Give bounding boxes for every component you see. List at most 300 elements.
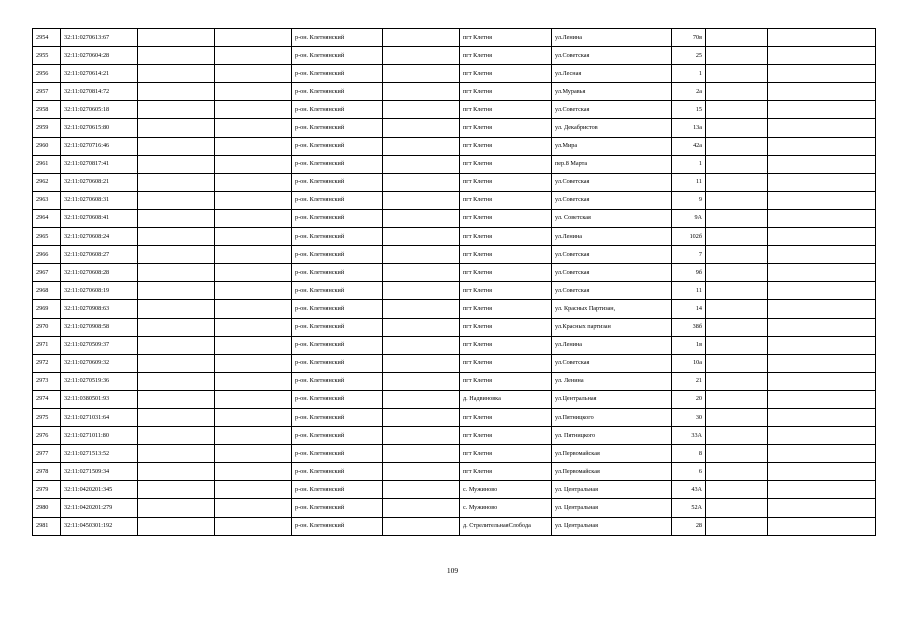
empty-cell <box>768 445 876 463</box>
district-cell: р-он. Клетнянский <box>292 101 383 119</box>
empty-cell <box>138 463 215 481</box>
district-cell: р-он. Клетнянский <box>292 209 383 227</box>
empty-cell <box>215 499 292 517</box>
table-row <box>33 517 876 535</box>
empty-cell <box>138 191 215 209</box>
locality-cell: пгт Клетня <box>460 228 552 246</box>
table-row <box>33 499 876 517</box>
district-cell: р-он. Клетнянский <box>292 47 383 65</box>
table-row <box>33 209 876 227</box>
empty-cell <box>768 300 876 318</box>
street-cell: ул. Советская <box>552 209 672 227</box>
empty-cell <box>215 318 292 336</box>
locality-cell: пгт Клетня <box>460 47 552 65</box>
cadastral-number-cell: 32:11:0270814:72 <box>61 83 138 101</box>
empty-cell <box>383 408 460 426</box>
cadastral-number-cell: 32:11:0270817:41 <box>61 155 138 173</box>
house-number-cell: 28 <box>672 517 706 535</box>
empty-cell <box>138 173 215 191</box>
empty-cell <box>138 228 215 246</box>
empty-cell <box>215 246 292 264</box>
table-body <box>33 29 876 536</box>
district-cell: р-он. Клетнянский <box>292 300 383 318</box>
cadastral-number-cell: 32:11:0270509:37 <box>61 336 138 354</box>
district-cell: р-он. Клетнянский <box>292 408 383 426</box>
empty-cell <box>706 336 768 354</box>
house-number-cell: 9А <box>672 209 706 227</box>
empty-cell <box>706 354 768 372</box>
table-row <box>33 372 876 390</box>
street-cell: ул. Центральная <box>552 481 672 499</box>
empty-cell <box>768 137 876 155</box>
empty-cell <box>706 246 768 264</box>
empty-cell <box>383 445 460 463</box>
empty-cell <box>768 83 876 101</box>
row-number-cell: 2980 <box>33 499 61 517</box>
empty-cell <box>706 173 768 191</box>
row-number-cell: 2977 <box>33 445 61 463</box>
registry-table <box>32 28 876 536</box>
street-cell: ул.Муравья <box>552 83 672 101</box>
table-row <box>33 282 876 300</box>
empty-cell <box>383 282 460 300</box>
empty-cell <box>768 228 876 246</box>
table-row <box>33 390 876 408</box>
locality-cell: пгт Клетня <box>460 246 552 264</box>
locality-cell: пгт Клетня <box>460 155 552 173</box>
street-cell: ул.Ленина <box>552 336 672 354</box>
empty-cell <box>138 354 215 372</box>
locality-cell: пгт Клетня <box>460 463 552 481</box>
district-cell: р-он. Клетнянский <box>292 137 383 155</box>
empty-cell <box>383 246 460 264</box>
empty-cell <box>383 29 460 47</box>
empty-cell <box>138 499 215 517</box>
row-number-cell: 2958 <box>33 101 61 119</box>
row-number-cell: 2966 <box>33 246 61 264</box>
street-cell: ул.Ленина <box>552 228 672 246</box>
locality-cell: пгт Клетня <box>460 354 552 372</box>
street-cell: ул. Центральная <box>552 499 672 517</box>
empty-cell <box>138 300 215 318</box>
locality-cell: пгт Клетня <box>460 318 552 336</box>
empty-cell <box>215 47 292 65</box>
empty-cell <box>138 101 215 119</box>
cadastral-number-cell: 32:11:0270608:19 <box>61 282 138 300</box>
cadastral-number-cell: 32:11:0271031:64 <box>61 408 138 426</box>
empty-cell <box>138 83 215 101</box>
page-number: 109 <box>446 566 459 575</box>
empty-cell <box>706 517 768 535</box>
table-row <box>33 318 876 336</box>
empty-cell <box>768 463 876 481</box>
table-row <box>33 228 876 246</box>
empty-cell <box>215 101 292 119</box>
empty-cell <box>768 29 876 47</box>
empty-cell <box>383 209 460 227</box>
locality-cell: пгт Клетня <box>460 282 552 300</box>
row-number-cell: 2975 <box>33 408 61 426</box>
empty-cell <box>138 246 215 264</box>
empty-cell <box>768 372 876 390</box>
empty-cell <box>215 336 292 354</box>
row-number-cell: 2964 <box>33 209 61 227</box>
empty-cell <box>383 155 460 173</box>
empty-cell <box>215 463 292 481</box>
empty-cell <box>383 318 460 336</box>
row-number-cell: 2959 <box>33 119 61 137</box>
district-cell: р-он. Клетнянский <box>292 228 383 246</box>
row-number-cell: 2973 <box>33 372 61 390</box>
empty-cell <box>138 119 215 137</box>
row-number-cell: 2976 <box>33 427 61 445</box>
row-number-cell: 2978 <box>33 463 61 481</box>
locality-cell: пгт Клетня <box>460 29 552 47</box>
empty-cell <box>215 155 292 173</box>
empty-cell <box>768 209 876 227</box>
empty-cell <box>706 65 768 83</box>
locality-cell: пгт Клетня <box>460 119 552 137</box>
row-number-cell: 2971 <box>33 336 61 354</box>
empty-cell <box>706 264 768 282</box>
district-cell: р-он. Клетнянский <box>292 65 383 83</box>
district-cell: р-он. Клетнянский <box>292 499 383 517</box>
row-number-cell: 2979 <box>33 481 61 499</box>
empty-cell <box>215 191 292 209</box>
empty-cell <box>706 228 768 246</box>
district-cell: р-он. Клетнянский <box>292 29 383 47</box>
empty-cell <box>768 65 876 83</box>
district-cell: р-он. Клетнянский <box>292 155 383 173</box>
house-number-cell: 21 <box>672 372 706 390</box>
house-number-cell: 11 <box>672 173 706 191</box>
empty-cell <box>383 517 460 535</box>
house-number-cell: 14 <box>672 300 706 318</box>
empty-cell <box>383 372 460 390</box>
district-cell: р-он. Клетнянский <box>292 318 383 336</box>
locality-cell: пгт Клетня <box>460 173 552 191</box>
empty-cell <box>215 173 292 191</box>
district-cell: р-он. Клетнянский <box>292 246 383 264</box>
table-row <box>33 336 876 354</box>
locality-cell: д. СтрелительнаяСлобода <box>460 517 552 535</box>
table-row <box>33 101 876 119</box>
cadastral-number-cell: 32:11:0270716:46 <box>61 137 138 155</box>
empty-cell <box>768 246 876 264</box>
empty-cell <box>383 499 460 517</box>
locality-cell: пгт Клетня <box>460 372 552 390</box>
table-row <box>33 408 876 426</box>
empty-cell <box>383 137 460 155</box>
empty-cell <box>138 427 215 445</box>
table-row <box>33 47 876 65</box>
cadastral-number-cell: 32:11:0271509:34 <box>61 463 138 481</box>
empty-cell <box>138 47 215 65</box>
cadastral-number-cell: 32:11:0270615:80 <box>61 119 138 137</box>
cadastral-number-cell: 32:11:0270908:58 <box>61 318 138 336</box>
house-number-cell: 13а <box>672 119 706 137</box>
empty-cell <box>706 209 768 227</box>
empty-cell <box>383 354 460 372</box>
empty-cell <box>215 300 292 318</box>
cadastral-number-cell: 32:11:0270608:31 <box>61 191 138 209</box>
empty-cell <box>383 390 460 408</box>
row-number-cell: 2969 <box>33 300 61 318</box>
empty-cell <box>138 282 215 300</box>
street-cell: ул.Советская <box>552 101 672 119</box>
house-number-cell: 102б <box>672 228 706 246</box>
row-number-cell: 2956 <box>33 65 61 83</box>
house-number-cell: 70в <box>672 29 706 47</box>
empty-cell <box>706 155 768 173</box>
empty-cell <box>768 173 876 191</box>
cadastral-number-cell: 32:11:0270608:28 <box>61 264 138 282</box>
empty-cell <box>383 101 460 119</box>
empty-cell <box>768 354 876 372</box>
table-row <box>33 481 876 499</box>
empty-cell <box>383 481 460 499</box>
empty-cell <box>215 119 292 137</box>
cadastral-number-cell: 32:11:0450301:192 <box>61 517 138 535</box>
empty-cell <box>706 119 768 137</box>
house-number-cell: 42а <box>672 137 706 155</box>
district-cell: р-он. Клетнянский <box>292 83 383 101</box>
house-number-cell: 9б <box>672 264 706 282</box>
empty-cell <box>383 264 460 282</box>
street-cell: ул.Первомайская <box>552 445 672 463</box>
row-number-cell: 2962 <box>33 173 61 191</box>
locality-cell: с. Мужиново <box>460 499 552 517</box>
locality-cell: пгт Клетня <box>460 65 552 83</box>
house-number-cell: 1 <box>672 65 706 83</box>
table-row <box>33 65 876 83</box>
street-cell: ул.Советская <box>552 282 672 300</box>
table-row <box>33 137 876 155</box>
cadastral-number-cell: 32:11:0270614:21 <box>61 65 138 83</box>
empty-cell <box>706 481 768 499</box>
empty-cell <box>768 155 876 173</box>
street-cell: ул.Первомайская <box>552 463 672 481</box>
table-row <box>33 29 876 47</box>
table-row <box>33 445 876 463</box>
cadastral-number-cell: 32:11:0420201:345 <box>61 481 138 499</box>
empty-cell <box>383 463 460 481</box>
street-cell: ул. Пятницкого <box>552 427 672 445</box>
street-cell: ул.Советская <box>552 354 672 372</box>
street-cell: пер.8 Марта <box>552 155 672 173</box>
empty-cell <box>215 65 292 83</box>
empty-cell <box>138 209 215 227</box>
locality-cell: пгт Клетня <box>460 137 552 155</box>
empty-cell <box>138 29 215 47</box>
row-number-cell: 2974 <box>33 390 61 408</box>
empty-cell <box>138 137 215 155</box>
empty-cell <box>768 408 876 426</box>
empty-cell <box>768 499 876 517</box>
empty-cell <box>138 517 215 535</box>
locality-cell: пгт Клетня <box>460 445 552 463</box>
cadastral-number-cell: 32:11:0270908:63 <box>61 300 138 318</box>
cadastral-number-cell: 32:11:0270608:21 <box>61 173 138 191</box>
empty-cell <box>768 336 876 354</box>
empty-cell <box>138 318 215 336</box>
locality-cell: пгт Клетня <box>460 264 552 282</box>
house-number-cell: 43А <box>672 481 706 499</box>
cadastral-number-cell: 32:11:0420201:279 <box>61 499 138 517</box>
empty-cell <box>138 65 215 83</box>
house-number-cell: 2а <box>672 83 706 101</box>
district-cell: р-он. Клетнянский <box>292 191 383 209</box>
empty-cell <box>768 191 876 209</box>
empty-cell <box>138 372 215 390</box>
locality-cell: пгт Клетня <box>460 209 552 227</box>
empty-cell <box>138 390 215 408</box>
locality-cell: пгт Клетня <box>460 191 552 209</box>
house-number-cell: 25 <box>672 47 706 65</box>
locality-cell: пгт Клетня <box>460 101 552 119</box>
empty-cell <box>706 191 768 209</box>
empty-cell <box>706 318 768 336</box>
cadastral-number-cell: 32:11:0380501:93 <box>61 390 138 408</box>
empty-cell <box>215 83 292 101</box>
empty-cell <box>215 29 292 47</box>
cadastral-number-cell: 32:11:0270608:27 <box>61 246 138 264</box>
row-number-cell: 2963 <box>33 191 61 209</box>
street-cell: ул.Советская <box>552 246 672 264</box>
street-cell: ул. Красных Партизан, <box>552 300 672 318</box>
street-cell: ул.Советская <box>552 173 672 191</box>
cadastral-number-cell: 32:11:0270519:36 <box>61 372 138 390</box>
empty-cell <box>706 300 768 318</box>
house-number-cell: 6 <box>672 463 706 481</box>
table-row <box>33 427 876 445</box>
empty-cell <box>138 445 215 463</box>
empty-cell <box>138 264 215 282</box>
street-cell: ул. Ленина <box>552 372 672 390</box>
table-row <box>33 264 876 282</box>
empty-cell <box>215 408 292 426</box>
street-cell: ул.Советская <box>552 264 672 282</box>
house-number-cell: 11 <box>672 282 706 300</box>
table-row <box>33 155 876 173</box>
row-number-cell: 2954 <box>33 29 61 47</box>
district-cell: р-он. Клетнянский <box>292 372 383 390</box>
house-number-cell: 7 <box>672 246 706 264</box>
empty-cell <box>383 119 460 137</box>
empty-cell <box>768 318 876 336</box>
table-row <box>33 300 876 318</box>
row-number-cell: 2970 <box>33 318 61 336</box>
empty-cell <box>706 372 768 390</box>
street-cell: ул.Советская <box>552 47 672 65</box>
empty-cell <box>768 47 876 65</box>
street-cell: ул.Красных партизан <box>552 318 672 336</box>
empty-cell <box>768 264 876 282</box>
house-number-cell: 52А <box>672 499 706 517</box>
district-cell: р-он. Клетнянский <box>292 336 383 354</box>
empty-cell <box>215 209 292 227</box>
district-cell: р-он. Клетнянский <box>292 517 383 535</box>
cadastral-number-cell: 32:11:0271011:80 <box>61 427 138 445</box>
empty-cell <box>138 155 215 173</box>
empty-cell <box>768 390 876 408</box>
table-row <box>33 246 876 264</box>
house-number-cell: 10а <box>672 354 706 372</box>
empty-cell <box>706 137 768 155</box>
empty-cell <box>138 408 215 426</box>
cadastral-number-cell: 32:11:0270613:67 <box>61 29 138 47</box>
empty-cell <box>383 47 460 65</box>
table-row <box>33 354 876 372</box>
locality-cell: пгт Клетня <box>460 427 552 445</box>
locality-cell: пгт Клетня <box>460 300 552 318</box>
empty-cell <box>215 445 292 463</box>
locality-cell: с. Мужиново <box>460 481 552 499</box>
street-cell: ул.Центральная <box>552 390 672 408</box>
street-cell: ул. Центральная <box>552 517 672 535</box>
house-number-cell: 1в <box>672 336 706 354</box>
empty-cell <box>138 481 215 499</box>
empty-cell <box>706 408 768 426</box>
empty-cell <box>706 427 768 445</box>
table-row <box>33 463 876 481</box>
empty-cell <box>215 372 292 390</box>
empty-cell <box>706 101 768 119</box>
locality-cell: д. Надвиновка <box>460 390 552 408</box>
table-row <box>33 173 876 191</box>
empty-cell <box>706 282 768 300</box>
empty-cell <box>706 463 768 481</box>
empty-cell <box>215 427 292 445</box>
row-number-cell: 2967 <box>33 264 61 282</box>
district-cell: р-он. Клетнянский <box>292 354 383 372</box>
empty-cell <box>383 83 460 101</box>
district-cell: р-он. Клетнянский <box>292 427 383 445</box>
street-cell: ул.Мира <box>552 137 672 155</box>
empty-cell <box>215 228 292 246</box>
district-cell: р-он. Клетнянский <box>292 481 383 499</box>
empty-cell <box>215 517 292 535</box>
row-number-cell: 2957 <box>33 83 61 101</box>
row-number-cell: 2960 <box>33 137 61 155</box>
district-cell: р-он. Клетнянский <box>292 390 383 408</box>
locality-cell: пгт Клетня <box>460 408 552 426</box>
empty-cell <box>215 390 292 408</box>
district-cell: р-он. Клетнянский <box>292 173 383 191</box>
house-number-cell: 30 <box>672 408 706 426</box>
empty-cell <box>706 499 768 517</box>
cadastral-number-cell: 32:11:0270608:41 <box>61 209 138 227</box>
empty-cell <box>383 191 460 209</box>
empty-cell <box>383 336 460 354</box>
empty-cell <box>706 29 768 47</box>
cadastral-number-cell: 32:11:0271513:52 <box>61 445 138 463</box>
house-number-cell: 9 <box>672 191 706 209</box>
row-number-cell: 2981 <box>33 517 61 535</box>
district-cell: р-он. Клетнянский <box>292 282 383 300</box>
street-cell: ул. Декабристов <box>552 119 672 137</box>
street-cell: ул.Советская <box>552 191 672 209</box>
empty-cell <box>768 101 876 119</box>
house-number-cell: 15 <box>672 101 706 119</box>
empty-cell <box>706 445 768 463</box>
empty-cell <box>215 264 292 282</box>
row-number-cell: 2961 <box>33 155 61 173</box>
row-number-cell: 2968 <box>33 282 61 300</box>
empty-cell <box>383 228 460 246</box>
empty-cell <box>383 65 460 83</box>
empty-cell <box>706 390 768 408</box>
